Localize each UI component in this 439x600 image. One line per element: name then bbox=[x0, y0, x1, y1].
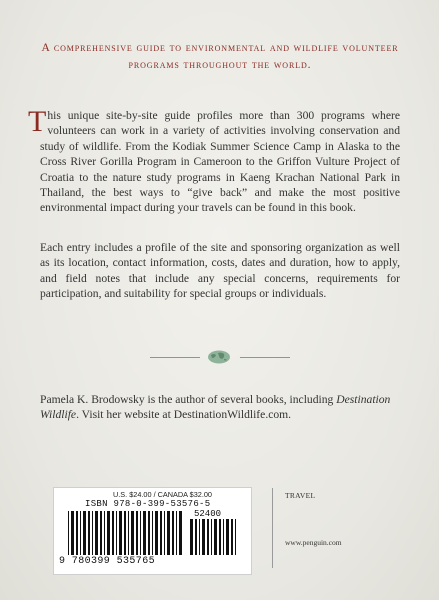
addon-barcode-bars bbox=[190, 519, 240, 555]
description-paragraph-1 bbox=[28, 105, 400, 216]
tagline: A comprehensive guide to environmental and wildlife volunteer programs throughout the world. bbox=[41, 42, 399, 71]
price-addon-number: 52400 bbox=[194, 509, 222, 519]
author-bio-end: . Visit her website at DestinationWildlife.com. bbox=[76, 408, 292, 422]
barcode-box bbox=[53, 487, 252, 575]
category-label: TRAVEL bbox=[285, 491, 316, 500]
globe-icon bbox=[207, 350, 231, 364]
ean-number: 9 780399 535765 bbox=[59, 556, 156, 567]
description-paragraph-2: Each entry includes a profile of the site and sponsoring organization as well as its location, contact information, costs, dates and duration, how to apply, and field notes that include any special concerns, requirements for participation, and suitability for special groups or individuals. bbox=[40, 241, 400, 301]
drop-cap: T bbox=[28, 105, 47, 138]
author-bio-start: Pamela K. Brodowsky is the author of several books, including bbox=[40, 393, 334, 406]
barcode-bars bbox=[68, 511, 186, 555]
vertical-rule bbox=[272, 488, 273, 568]
ornament-divider bbox=[150, 350, 290, 364]
price: U.S. $24.00 / CANADA $32.00 bbox=[113, 490, 212, 499]
publisher-website: www.penguin.com bbox=[285, 538, 342, 547]
author-book-title: Destination Wildlife bbox=[40, 393, 391, 422]
isbn: ISBN 978-0-399-53576-5 bbox=[85, 499, 211, 509]
divider-line-left bbox=[150, 357, 200, 358]
paragraph-1-text: his unique site-by-site guide profiles more than 300 programs where volunteers can work in a variety of activities involving conservation and study of wildlife. From the Kodiak Summer Science Camp in Alaska to the Cross River Gorilla Program in Cameroon to the Griffon Vulture Project of Croatia to the nature study programs in Kaeng Krachan National Park in Thailand, the best ways to “give back” and make the most positive environmental impact during your travels can be found in this book. bbox=[40, 109, 400, 215]
divider-line-right bbox=[240, 357, 290, 358]
author-bio bbox=[40, 392, 410, 423]
